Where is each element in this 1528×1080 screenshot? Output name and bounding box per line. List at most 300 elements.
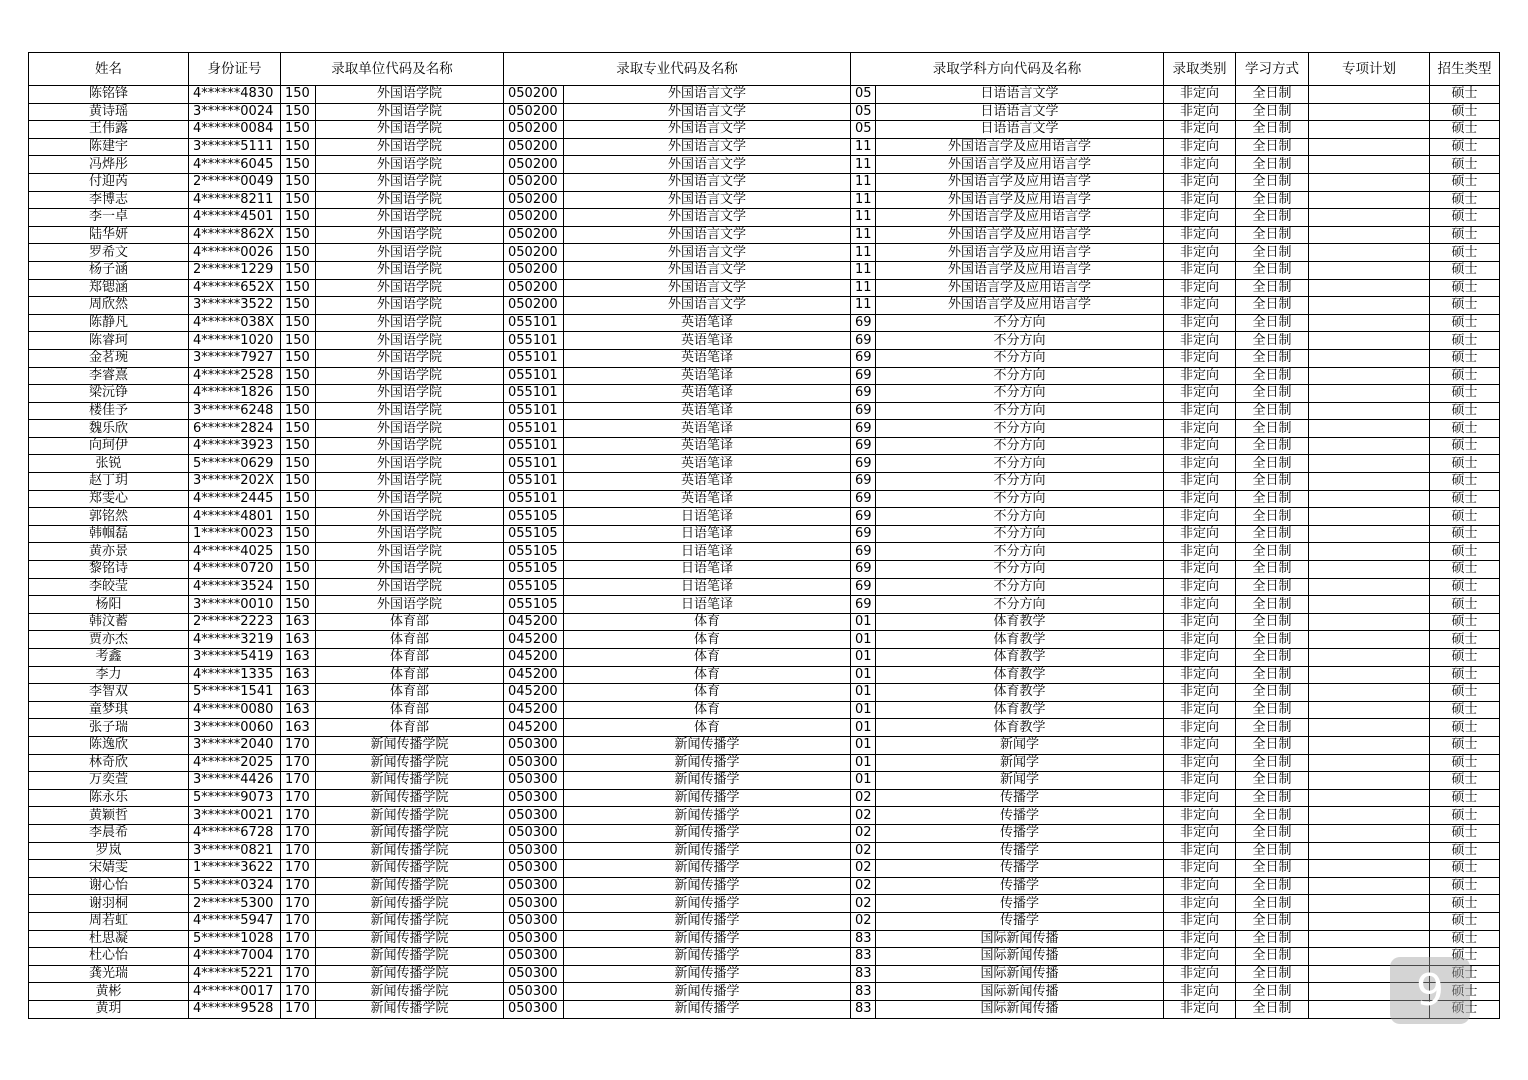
cell-direction-name: 不分方向 — [876, 490, 1164, 508]
cell-direction-code: 01 — [851, 649, 876, 667]
cell-id: 4******2025 — [189, 754, 281, 772]
cell-unit-code: 170 — [281, 772, 316, 790]
cell-id: 3******3522 — [189, 297, 281, 315]
cell-name: 陆华妍 — [29, 226, 189, 244]
cell-id: 4******1020 — [189, 332, 281, 350]
table-row — [29, 719, 1500, 737]
cell-name: 陈铭锋 — [29, 86, 189, 104]
cell-study-mode: 全日制 — [1236, 912, 1309, 930]
cell-major-name: 外国语言文学 — [564, 297, 851, 315]
header-row — [29, 53, 1500, 86]
cell-enroll-type: 硕士 — [1430, 367, 1500, 385]
cell-study-mode: 全日制 — [1236, 121, 1309, 139]
cell-study-mode: 全日制 — [1236, 508, 1309, 526]
cell-major-code: 050300 — [504, 842, 564, 860]
cell-name: 童梦琪 — [29, 701, 189, 719]
cell-id: 4******9528 — [189, 1000, 281, 1018]
cell-special-plan — [1309, 402, 1430, 420]
cell-major-name: 新闻传播学 — [564, 807, 851, 825]
cell-category: 非定向 — [1164, 895, 1236, 913]
cell-enroll-type: 硕士 — [1430, 103, 1500, 121]
cell-direction-code: 11 — [851, 191, 876, 209]
cell-unit-code: 150 — [281, 191, 316, 209]
cell-unit-name: 体育部 — [316, 719, 504, 737]
cell-direction-name: 体育教学 — [876, 701, 1164, 719]
cell-major-name: 新闻传播学 — [564, 789, 851, 807]
cell-major-code: 045200 — [504, 701, 564, 719]
cell-major-code: 050200 — [504, 209, 564, 227]
cell-category: 非定向 — [1164, 385, 1236, 403]
cell-major-name: 外国语言文学 — [564, 121, 851, 139]
cell-major-name: 新闻传播学 — [564, 895, 851, 913]
cell-direction-name: 日语语言文学 — [876, 121, 1164, 139]
cell-direction-code: 01 — [851, 736, 876, 754]
cell-unit-code: 150 — [281, 279, 316, 297]
cell-name: 周欣然 — [29, 297, 189, 315]
cell-direction-name: 传播学 — [876, 860, 1164, 878]
cell-enroll-type: 硕士 — [1430, 965, 1500, 983]
cell-special-plan — [1309, 895, 1430, 913]
table-row — [29, 349, 1500, 367]
cell-name: 宋婧雯 — [29, 860, 189, 878]
cell-direction-code: 69 — [851, 420, 876, 438]
cell-id: 4******0026 — [189, 244, 281, 262]
cell-major-name: 外国语言文学 — [564, 173, 851, 191]
cell-major-code: 055101 — [504, 437, 564, 455]
cell-special-plan — [1309, 261, 1430, 279]
cell-enroll-type: 硕士 — [1430, 596, 1500, 614]
table-row — [29, 895, 1500, 913]
cell-direction-code: 69 — [851, 561, 876, 579]
cell-unit-code: 150 — [281, 385, 316, 403]
cell-unit-name: 新闻传播学院 — [316, 912, 504, 930]
cell-major-code: 050200 — [504, 121, 564, 139]
cell-special-plan — [1309, 244, 1430, 262]
cell-direction-name: 新闻学 — [876, 754, 1164, 772]
cell-study-mode: 全日制 — [1236, 402, 1309, 420]
cell-direction-code: 11 — [851, 138, 876, 156]
cell-study-mode: 全日制 — [1236, 349, 1309, 367]
cell-direction-code: 69 — [851, 437, 876, 455]
table-row — [29, 420, 1500, 438]
cell-name: 杨阳 — [29, 596, 189, 614]
cell-unit-code: 150 — [281, 261, 316, 279]
cell-study-mode: 全日制 — [1236, 965, 1309, 983]
cell-id: 4******1826 — [189, 385, 281, 403]
table-row — [29, 367, 1500, 385]
cell-study-mode: 全日制 — [1236, 578, 1309, 596]
cell-direction-name: 外国语言学及应用语言学 — [876, 138, 1164, 156]
cell-direction-code: 02 — [851, 877, 876, 895]
cell-direction-code: 02 — [851, 824, 876, 842]
cell-name: 张锐 — [29, 455, 189, 473]
cell-major-name: 英语笔译 — [564, 314, 851, 332]
cell-major-code: 050300 — [504, 789, 564, 807]
cell-major-name: 新闻传播学 — [564, 736, 851, 754]
cell-id: 4******5221 — [189, 965, 281, 983]
cell-unit-name: 外国语学院 — [316, 385, 504, 403]
cell-direction-code: 05 — [851, 86, 876, 104]
cell-major-code: 055105 — [504, 561, 564, 579]
cell-major-name: 体育 — [564, 684, 851, 702]
cell-special-plan — [1309, 191, 1430, 209]
cell-direction-code: 01 — [851, 701, 876, 719]
cell-major-code: 050200 — [504, 244, 564, 262]
cell-direction-name: 不分方向 — [876, 385, 1164, 403]
cell-unit-name: 体育部 — [316, 631, 504, 649]
cell-direction-name: 外国语言学及应用语言学 — [876, 209, 1164, 227]
cell-major-name: 日语笔译 — [564, 578, 851, 596]
cell-unit-name: 新闻传播学院 — [316, 824, 504, 842]
table-row — [29, 930, 1500, 948]
cell-name: 郑雯心 — [29, 490, 189, 508]
cell-special-plan — [1309, 842, 1430, 860]
cell-direction-name: 日语语言文学 — [876, 86, 1164, 104]
cell-direction-code: 11 — [851, 156, 876, 174]
cell-unit-code: 150 — [281, 367, 316, 385]
cell-name: 金茗琬 — [29, 349, 189, 367]
table-row — [29, 912, 1500, 930]
cell-major-code: 050200 — [504, 226, 564, 244]
cell-major-code: 055101 — [504, 367, 564, 385]
cell-id: 3******5419 — [189, 649, 281, 667]
cell-name: 陈睿珂 — [29, 332, 189, 350]
cell-major-code: 055101 — [504, 473, 564, 491]
cell-unit-code: 150 — [281, 455, 316, 473]
cell-direction-code: 83 — [851, 930, 876, 948]
cell-category: 非定向 — [1164, 332, 1236, 350]
cell-special-plan — [1309, 103, 1430, 121]
cell-enroll-type: 硕士 — [1430, 121, 1500, 139]
cell-name: 陈建宇 — [29, 138, 189, 156]
cell-major-code: 050300 — [504, 772, 564, 790]
cell-direction-code: 05 — [851, 121, 876, 139]
cell-major-code: 055101 — [504, 402, 564, 420]
table-row — [29, 789, 1500, 807]
cell-name: 李晨希 — [29, 824, 189, 842]
table-row — [29, 736, 1500, 754]
cell-direction-code: 69 — [851, 385, 876, 403]
cell-id: 4******0084 — [189, 121, 281, 139]
cell-special-plan — [1309, 473, 1430, 491]
cell-major-name: 英语笔译 — [564, 490, 851, 508]
cell-unit-code: 163 — [281, 719, 316, 737]
cell-category: 非定向 — [1164, 490, 1236, 508]
cell-unit-name: 外国语学院 — [316, 420, 504, 438]
cell-unit-code: 170 — [281, 1000, 316, 1018]
cell-special-plan — [1309, 490, 1430, 508]
cell-direction-code: 02 — [851, 807, 876, 825]
cell-study-mode: 全日制 — [1236, 736, 1309, 754]
cell-special-plan — [1309, 912, 1430, 930]
cell-id: 5******0324 — [189, 877, 281, 895]
cell-direction-code: 69 — [851, 578, 876, 596]
cell-direction-name: 外国语言学及应用语言学 — [876, 173, 1164, 191]
cell-special-plan — [1309, 121, 1430, 139]
cell-direction-code: 69 — [851, 314, 876, 332]
cell-unit-name: 外国语学院 — [316, 455, 504, 473]
cell-study-mode: 全日制 — [1236, 895, 1309, 913]
cell-category: 非定向 — [1164, 226, 1236, 244]
cell-id: 4******4025 — [189, 543, 281, 561]
cell-study-mode: 全日制 — [1236, 156, 1309, 174]
cell-major-name: 新闻传播学 — [564, 948, 851, 966]
cell-name: 李一卓 — [29, 209, 189, 227]
cell-category: 非定向 — [1164, 613, 1236, 631]
cell-study-mode: 全日制 — [1236, 649, 1309, 667]
cell-unit-name: 新闻传播学院 — [316, 772, 504, 790]
cell-study-mode: 全日制 — [1236, 684, 1309, 702]
cell-major-name: 日语笔译 — [564, 508, 851, 526]
cell-unit-code: 170 — [281, 860, 316, 878]
cell-unit-name: 外国语学院 — [316, 261, 504, 279]
table-row — [29, 297, 1500, 315]
cell-major-code: 050200 — [504, 86, 564, 104]
cell-direction-name: 国际新闻传播 — [876, 965, 1164, 983]
cell-category: 非定向 — [1164, 297, 1236, 315]
cell-enroll-type: 硕士 — [1430, 437, 1500, 455]
cell-major-name: 英语笔译 — [564, 402, 851, 420]
cell-major-code: 050300 — [504, 1000, 564, 1018]
cell-category: 非定向 — [1164, 930, 1236, 948]
cell-direction-name: 不分方向 — [876, 314, 1164, 332]
cell-major-name: 外国语言文学 — [564, 191, 851, 209]
cell-id: 3******7927 — [189, 349, 281, 367]
table-row — [29, 666, 1500, 684]
cell-unit-code: 150 — [281, 508, 316, 526]
cell-study-mode: 全日制 — [1236, 455, 1309, 473]
cell-direction-name: 体育教学 — [876, 631, 1164, 649]
cell-unit-code: 150 — [281, 173, 316, 191]
page-number-badge: 9 — [1390, 957, 1470, 1024]
col-header-category: 录取类别 — [1164, 53, 1236, 86]
cell-unit-name: 外国语学院 — [316, 543, 504, 561]
cell-major-name: 体育 — [564, 649, 851, 667]
cell-major-name: 外国语言文学 — [564, 156, 851, 174]
cell-unit-name: 外国语学院 — [316, 138, 504, 156]
cell-id: 4******3524 — [189, 578, 281, 596]
cell-id: 4******4501 — [189, 209, 281, 227]
cell-study-mode: 全日制 — [1236, 86, 1309, 104]
cell-category: 非定向 — [1164, 314, 1236, 332]
cell-enroll-type: 硕士 — [1430, 420, 1500, 438]
table-row — [29, 402, 1500, 420]
table-row — [29, 701, 1500, 719]
cell-category: 非定向 — [1164, 842, 1236, 860]
cell-unit-name: 新闻传播学院 — [316, 877, 504, 895]
cell-id: 4******0080 — [189, 701, 281, 719]
cell-direction-code: 01 — [851, 719, 876, 737]
cell-unit-name: 外国语学院 — [316, 297, 504, 315]
table-row — [29, 156, 1500, 174]
cell-major-name: 外国语言文学 — [564, 138, 851, 156]
cell-major-code: 050300 — [504, 807, 564, 825]
cell-unit-code: 150 — [281, 402, 316, 420]
cell-study-mode: 全日制 — [1236, 473, 1309, 491]
cell-direction-code: 69 — [851, 543, 876, 561]
cell-direction-code: 02 — [851, 895, 876, 913]
cell-name: 韩帼磊 — [29, 525, 189, 543]
cell-direction-name: 不分方向 — [876, 332, 1164, 350]
cell-direction-name: 不分方向 — [876, 367, 1164, 385]
cell-direction-code: 01 — [851, 684, 876, 702]
cell-enroll-type: 硕士 — [1430, 842, 1500, 860]
cell-major-code: 055101 — [504, 455, 564, 473]
cell-category: 非定向 — [1164, 578, 1236, 596]
cell-major-code: 055101 — [504, 349, 564, 367]
cell-name: 黎铭诗 — [29, 561, 189, 579]
table-row — [29, 173, 1500, 191]
cell-study-mode: 全日制 — [1236, 543, 1309, 561]
cell-id: 4******3923 — [189, 437, 281, 455]
cell-id: 3******2040 — [189, 736, 281, 754]
cell-unit-name: 新闻传播学院 — [316, 983, 504, 1001]
cell-direction-code: 11 — [851, 279, 876, 297]
table-row — [29, 314, 1500, 332]
cell-name: 黄玥 — [29, 1000, 189, 1018]
table-row — [29, 1000, 1500, 1018]
cell-direction-name: 传播学 — [876, 895, 1164, 913]
cell-unit-code: 150 — [281, 349, 316, 367]
cell-id: 2******1229 — [189, 261, 281, 279]
cell-unit-code: 170 — [281, 807, 316, 825]
cell-id: 4******0720 — [189, 561, 281, 579]
cell-id: 3******0821 — [189, 842, 281, 860]
cell-direction-name: 体育教学 — [876, 649, 1164, 667]
cell-unit-name: 新闻传播学院 — [316, 860, 504, 878]
cell-name: 黄彬 — [29, 983, 189, 1001]
cell-unit-name: 体育部 — [316, 613, 504, 631]
cell-direction-name: 外国语言学及应用语言学 — [876, 279, 1164, 297]
cell-major-name: 新闻传播学 — [564, 983, 851, 1001]
cell-special-plan — [1309, 930, 1430, 948]
cell-unit-code: 170 — [281, 877, 316, 895]
cell-id: 3******6248 — [189, 402, 281, 420]
cell-name: 魏乐欣 — [29, 420, 189, 438]
col-header-major: 录取专业代码及名称 — [504, 53, 851, 86]
cell-unit-name: 外国语学院 — [316, 508, 504, 526]
cell-unit-name: 新闻传播学院 — [316, 789, 504, 807]
cell-name: 黄颖哲 — [29, 807, 189, 825]
col-header-special-plan: 专项计划 — [1309, 53, 1430, 86]
cell-id: 2******2223 — [189, 613, 281, 631]
cell-category: 非定向 — [1164, 349, 1236, 367]
cell-special-plan — [1309, 789, 1430, 807]
cell-major-code: 050200 — [504, 191, 564, 209]
cell-direction-name: 不分方向 — [876, 578, 1164, 596]
cell-study-mode: 全日制 — [1236, 983, 1309, 1001]
cell-unit-name: 外国语学院 — [316, 103, 504, 121]
cell-id: 4******652X — [189, 279, 281, 297]
cell-major-code: 055101 — [504, 314, 564, 332]
cell-name: 向珂伊 — [29, 437, 189, 455]
cell-unit-name: 外国语学院 — [316, 437, 504, 455]
cell-unit-code: 170 — [281, 736, 316, 754]
cell-major-code: 050300 — [504, 895, 564, 913]
cell-direction-code: 83 — [851, 948, 876, 966]
cell-category: 非定向 — [1164, 543, 1236, 561]
cell-category: 非定向 — [1164, 596, 1236, 614]
cell-special-plan — [1309, 297, 1430, 315]
cell-major-code: 050300 — [504, 824, 564, 842]
cell-major-code: 050300 — [504, 912, 564, 930]
cell-name: 贾亦杰 — [29, 631, 189, 649]
cell-unit-name: 外国语学院 — [316, 596, 504, 614]
cell-major-name: 新闻传播学 — [564, 754, 851, 772]
cell-direction-name: 外国语言学及应用语言学 — [876, 191, 1164, 209]
cell-enroll-type: 硕士 — [1430, 314, 1500, 332]
cell-name: 周若虹 — [29, 912, 189, 930]
cell-major-code: 045200 — [504, 631, 564, 649]
cell-special-plan — [1309, 508, 1430, 526]
cell-unit-code: 170 — [281, 842, 316, 860]
cell-major-code: 050300 — [504, 754, 564, 772]
cell-id: 5******0629 — [189, 455, 281, 473]
cell-name: 张子瑞 — [29, 719, 189, 737]
cell-category: 非定向 — [1164, 807, 1236, 825]
cell-id: 4******038X — [189, 314, 281, 332]
cell-direction-name: 体育教学 — [876, 666, 1164, 684]
cell-category: 非定向 — [1164, 983, 1236, 1001]
cell-enroll-type: 硕士 — [1430, 279, 1500, 297]
table-row — [29, 649, 1500, 667]
cell-id: 4******3219 — [189, 631, 281, 649]
cell-study-mode: 全日制 — [1236, 297, 1309, 315]
cell-category: 非定向 — [1164, 173, 1236, 191]
cell-major-code: 050200 — [504, 103, 564, 121]
cell-category: 非定向 — [1164, 789, 1236, 807]
cell-direction-code: 69 — [851, 332, 876, 350]
cell-enroll-type: 硕士 — [1430, 948, 1500, 966]
cell-direction-code: 69 — [851, 455, 876, 473]
cell-unit-name: 外国语学院 — [316, 349, 504, 367]
col-header-direction: 录取学科方向代码及名称 — [851, 53, 1164, 86]
cell-direction-code: 01 — [851, 613, 876, 631]
cell-name: 杨子涵 — [29, 261, 189, 279]
cell-category: 非定向 — [1164, 261, 1236, 279]
cell-unit-code: 150 — [281, 543, 316, 561]
cell-direction-name: 不分方向 — [876, 596, 1164, 614]
table-row — [29, 261, 1500, 279]
cell-id: 4******7004 — [189, 948, 281, 966]
cell-study-mode: 全日制 — [1236, 173, 1309, 191]
cell-unit-code: 150 — [281, 525, 316, 543]
cell-study-mode: 全日制 — [1236, 103, 1309, 121]
cell-name: 考鑫 — [29, 649, 189, 667]
cell-id: 5******1028 — [189, 930, 281, 948]
cell-enroll-type: 硕士 — [1430, 156, 1500, 174]
cell-id: 5******9073 — [189, 789, 281, 807]
cell-name: 黄诗瑶 — [29, 103, 189, 121]
cell-name: 陈永乐 — [29, 789, 189, 807]
cell-unit-code: 150 — [281, 297, 316, 315]
cell-unit-name: 新闻传播学院 — [316, 1000, 504, 1018]
cell-name: 谢羽桐 — [29, 895, 189, 913]
table-row — [29, 578, 1500, 596]
cell-category: 非定向 — [1164, 525, 1236, 543]
cell-study-mode: 全日制 — [1236, 842, 1309, 860]
cell-direction-code: 69 — [851, 402, 876, 420]
cell-id: 4******8211 — [189, 191, 281, 209]
cell-major-name: 外国语言文学 — [564, 279, 851, 297]
cell-special-plan — [1309, 385, 1430, 403]
cell-direction-code: 01 — [851, 772, 876, 790]
cell-major-name: 外国语言文学 — [564, 244, 851, 262]
cell-category: 非定向 — [1164, 649, 1236, 667]
cell-unit-code: 170 — [281, 948, 316, 966]
table-row — [29, 807, 1500, 825]
cell-category: 非定向 — [1164, 736, 1236, 754]
